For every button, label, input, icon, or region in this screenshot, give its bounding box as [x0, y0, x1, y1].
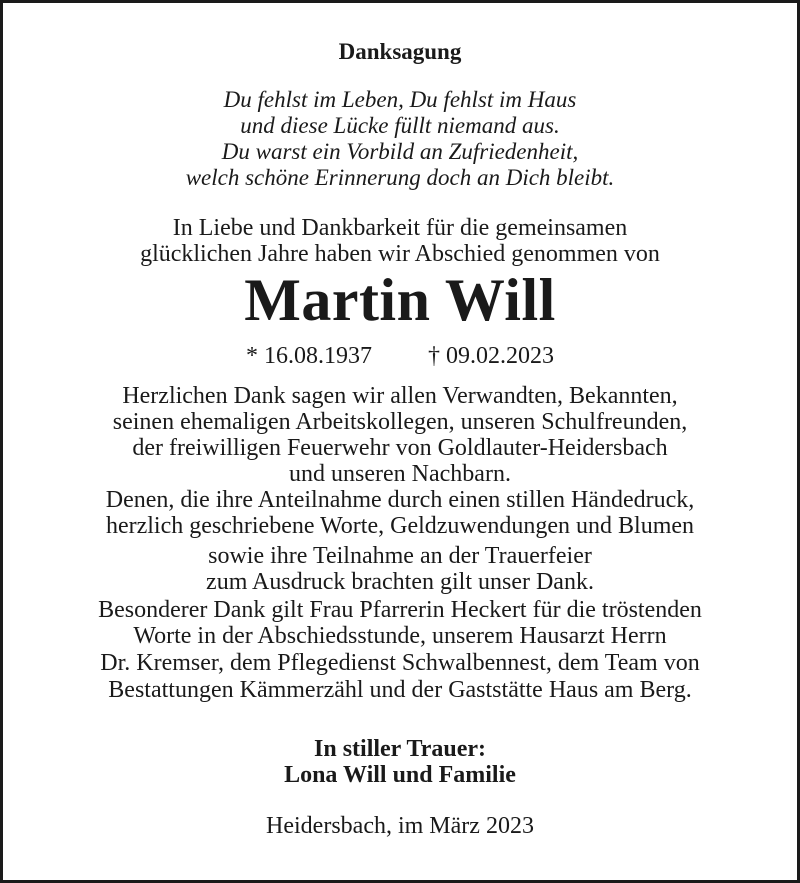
family-signature: Lona Will und Familie	[284, 762, 516, 788]
birth-date: * 16.08.1937	[246, 343, 372, 369]
thanks-line: sowie ihre Teilnahme an der Trauerfeier	[208, 543, 592, 569]
intro-line: In Liebe und Dankbarkeit für die gemeinsamen	[172, 215, 628, 241]
notice-title: Danksagung	[338, 39, 462, 64]
poem-line: welch schöne Erinnerung doch an Dich bleibt.	[185, 165, 615, 190]
thanks-line: herzlich geschriebene Worte, Geldzuwendungen und Blumen	[105, 513, 695, 539]
thanks-line: Dr. Kremser, dem Pflegedienst Schwalbennest, dem Team von	[100, 650, 700, 676]
poem-line: und diese Lücke füllt niemand aus.	[240, 113, 560, 138]
poem-line: Du fehlst im Leben, Du fehlst im Haus	[223, 87, 577, 112]
deceased-name: Martin Will	[244, 267, 556, 333]
thanks-line: Denen, die ihre Anteilnahme durch einen stillen Händedruck,	[105, 487, 695, 513]
thanks-line: Bestattungen Kämmerzähl und der Gaststätte Haus am Berg.	[108, 677, 692, 703]
place-and-date: Heidersbach, im März 2023	[266, 813, 534, 839]
death-date: † 09.02.2023	[428, 343, 554, 369]
thanks-line: zum Ausdruck brachten gilt unser Dank.	[206, 569, 594, 595]
thanks-line: Worte in der Abschiedsstunde, unserem Hausarzt Herrn	[133, 623, 667, 649]
thanks-line: der freiwilligen Feuerwehr von Goldlauter-Heidersbach	[132, 435, 668, 461]
thanks-line: Herzlichen Dank sagen wir allen Verwandten, Bekannten,	[122, 383, 678, 409]
intro-line: glücklichen Jahre haben wir Abschied genommen von	[140, 241, 660, 267]
mourning-label: In stiller Trauer:	[314, 736, 486, 762]
poem-line: Du warst ein Vorbild an Zufriedenheit,	[221, 139, 579, 164]
life-dates	[3, 343, 797, 369]
thanks-line: seinen ehemaligen Arbeitskollegen, unseren Schulfreunden,	[112, 409, 688, 435]
thanks-line: und unseren Nachbarn.	[289, 461, 511, 487]
thanks-line: Besonderer Dank gilt Frau Pfarrerin Heckert für die tröstenden	[98, 597, 702, 623]
